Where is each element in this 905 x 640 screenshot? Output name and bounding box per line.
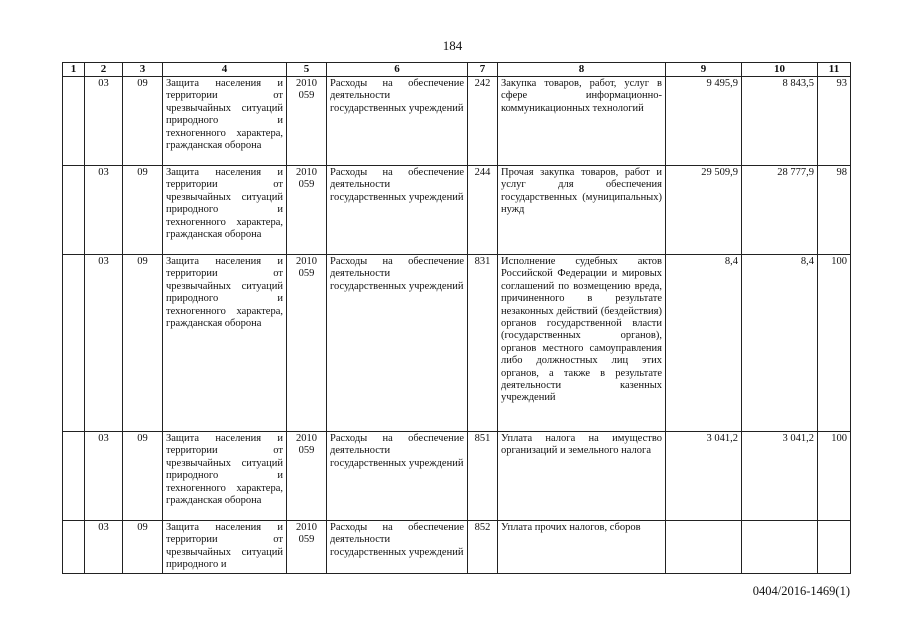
cell-planned: 3 041,2 xyxy=(666,432,742,521)
cell-section: 03 xyxy=(85,166,123,255)
cell-expense-type: 244 xyxy=(468,166,498,255)
cell-expense-name: Расходы на обеспечение деятельности государственных учреждений xyxy=(327,521,468,574)
header-col-6: 6 xyxy=(327,63,468,77)
cell-empty xyxy=(63,77,85,166)
table-header-row xyxy=(63,63,851,77)
header-col-3: 3 xyxy=(123,63,163,77)
cell-section-name: Защита населения и территории от чрезвычайных ситуаций природного и техногенного характера, гражданская оборона xyxy=(163,432,287,521)
header-col-2: 2 xyxy=(85,63,123,77)
table-row xyxy=(63,255,851,432)
cell-percent: 100 xyxy=(818,255,851,432)
table-row xyxy=(63,166,851,255)
cell-target-code: 2010 059 xyxy=(287,521,327,574)
header-col-11: 11 xyxy=(818,63,851,77)
cell-section: 03 xyxy=(85,77,123,166)
cell-actual: 8,4 xyxy=(742,255,818,432)
cell-expense-type-name: Уплата налога на имущество организаций и земельного налога xyxy=(498,432,666,521)
cell-percent: 98 xyxy=(818,166,851,255)
cell-section: 03 xyxy=(85,521,123,574)
cell-expense-name: Расходы на обеспечение деятельности государственных учреждений xyxy=(327,166,468,255)
cell-expense-name: Расходы на обеспечение деятельности государственных учреждений xyxy=(327,77,468,166)
cell-actual: 3 041,2 xyxy=(742,432,818,521)
cell-planned: 29 509,9 xyxy=(666,166,742,255)
cell-planned: 9 495,9 xyxy=(666,77,742,166)
header-col-5: 5 xyxy=(287,63,327,77)
cell-actual xyxy=(742,521,818,574)
cell-empty xyxy=(63,521,85,574)
table-row xyxy=(63,521,851,574)
cell-empty xyxy=(63,255,85,432)
header-col-1: 1 xyxy=(63,63,85,77)
header-col-7: 7 xyxy=(468,63,498,77)
cell-subsection: 09 xyxy=(123,255,163,432)
table-row xyxy=(63,432,851,521)
cell-expense-name: Расходы на обеспечение деятельности государственных учреждений xyxy=(327,255,468,432)
cell-subsection: 09 xyxy=(123,432,163,521)
cell-expense-type-name: Прочая закупка товаров, работ и услуг для обеспечения государственных (муниципальных) нужд xyxy=(498,166,666,255)
cell-planned xyxy=(666,521,742,574)
cell-section-name: Защита населения и территории от чрезвычайных ситуаций природного и техногенного характера, гражданская оборона xyxy=(163,166,287,255)
cell-target-code: 2010 059 xyxy=(287,432,327,521)
cell-section: 03 xyxy=(85,255,123,432)
cell-section: 03 xyxy=(85,432,123,521)
cell-target-code: 2010 059 xyxy=(287,166,327,255)
table-row xyxy=(63,77,851,166)
cell-section-name: Защита населения и территории от чрезвычайных ситуаций природного и техногенного характера, гражданская оборона xyxy=(163,255,287,432)
cell-expense-name: Расходы на обеспечение деятельности государственных учреждений xyxy=(327,432,468,521)
cell-expense-type-name: Закупка товаров, работ, услуг в сфере информационно-коммуникационных технологий xyxy=(498,77,666,166)
cell-target-code: 2010 059 xyxy=(287,255,327,432)
cell-actual: 8 843,5 xyxy=(742,77,818,166)
header-col-8: 8 xyxy=(498,63,666,77)
header-col-4: 4 xyxy=(163,63,287,77)
cell-percent xyxy=(818,521,851,574)
cell-expense-type: 831 xyxy=(468,255,498,432)
budget-table xyxy=(62,62,851,574)
cell-actual: 28 777,9 xyxy=(742,166,818,255)
page-number: 184 xyxy=(442,38,463,53)
cell-subsection: 09 xyxy=(123,166,163,255)
cell-empty xyxy=(63,432,85,521)
cell-percent: 100 xyxy=(818,432,851,521)
header-col-10: 10 xyxy=(742,63,818,77)
cell-section-name: Защита населения и территории от чрезвычайных ситуаций природного и xyxy=(163,521,287,574)
header-col-9: 9 xyxy=(666,63,742,77)
cell-subsection: 09 xyxy=(123,77,163,166)
document-code: 0404/2016-1469(1) xyxy=(752,584,850,598)
cell-target-code: 2010 059 xyxy=(287,77,327,166)
cell-expense-type-name: Исполнение судебных актов Российской Федерации и мировых соглашений по возмещению вреда, причиненного в результате незаконных действий (бездействия) органов государственной власти (государственных органов), органов местного самоуправления либо должностных лиц этих органов, а также в результате деятельности казенных учреждений xyxy=(498,255,666,432)
cell-expense-type: 242 xyxy=(468,77,498,166)
cell-section-name: Защита населения и территории от чрезвычайных ситуаций природного и техногенного характера, гражданская оборона xyxy=(163,77,287,166)
cell-expense-type: 852 xyxy=(468,521,498,574)
cell-expense-type: 851 xyxy=(468,432,498,521)
cell-empty xyxy=(63,166,85,255)
cell-planned: 8,4 xyxy=(666,255,742,432)
cell-subsection: 09 xyxy=(123,521,163,574)
cell-percent: 93 xyxy=(818,77,851,166)
cell-expense-type-name: Уплата прочих налогов, сборов xyxy=(498,521,666,574)
